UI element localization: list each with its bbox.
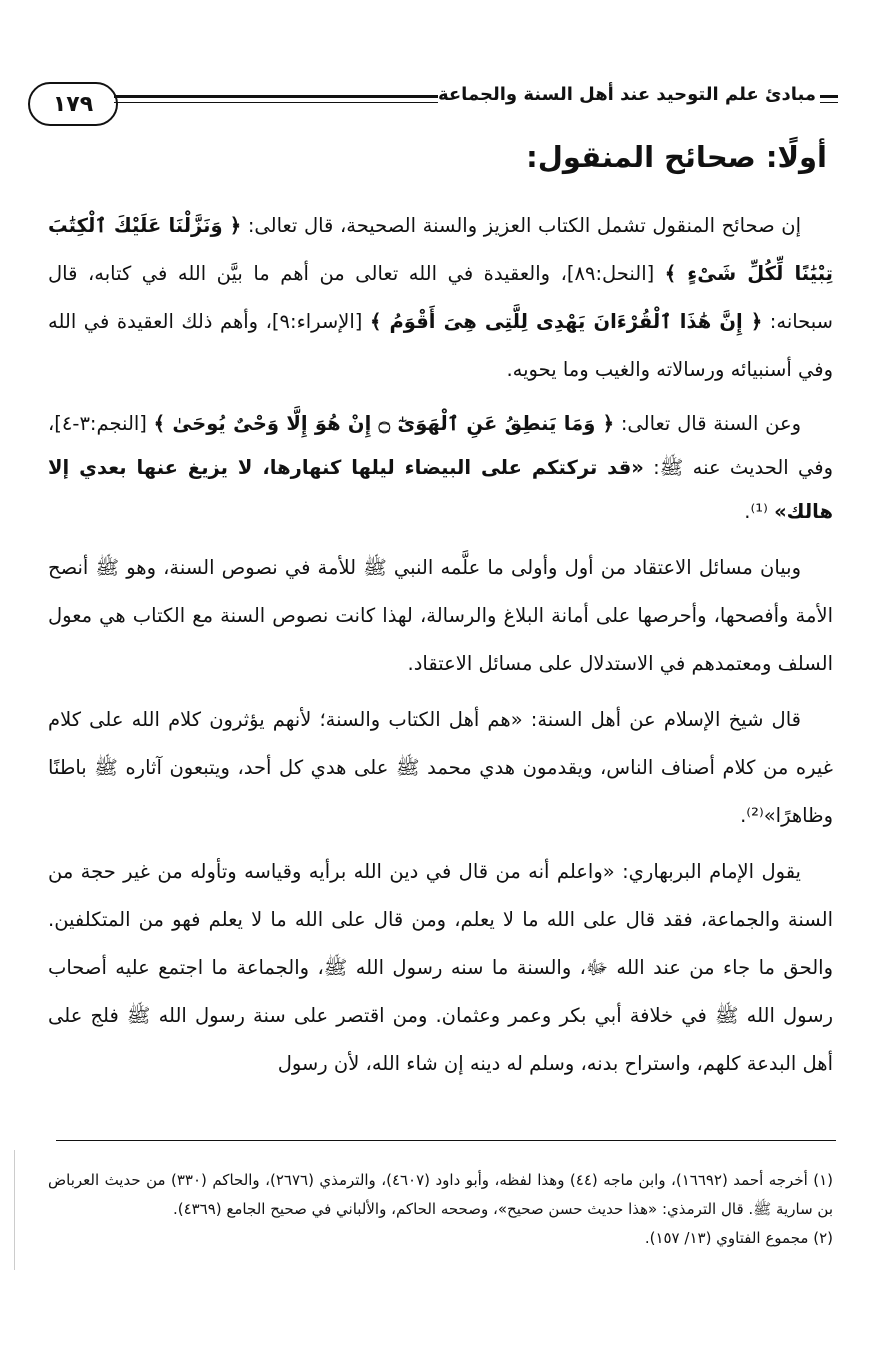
running-title: مبادئ علم التوحيد عند أهل السنة والجماعة	[437, 84, 816, 105]
body-text	[48, 202, 833, 1096]
paragraph-1	[48, 202, 833, 394]
paragraph-text: [النحل:٨٩]، والعقيدة في الله تعالى من أهم ما بيَّن الله في كتابه، قال سبحانه:	[48, 262, 833, 333]
quran-quote: ﴿ إِنَّ هَٰذَا ٱلْقُرْءَانَ يَهْدِى لِلَّتِى هِىَ أَقْوَمُ ﴾	[369, 310, 763, 333]
paragraph-3: وبيان مسائل الاعتقاد من أول وأولى ما علَّمه النبي ﷺ للأمة في نصوص السنة، وهو ﷺ أنصح الأمة وأفصحها، وأحرصها على أمانة البلاغ والرسالة، لهذا كانت نصوص السنة مع الكتاب هي معول السلف ومعتمدهم في الاستدلال على مسائل الاعتقاد.	[48, 556, 833, 675]
footnote-1: (١) أخرجه أحمد (١٦٦٩٢)، وابن ماجه (٤٤) وهذا لفظه، وأبو داود (٤٦٠٧)، والترمذي (٢٦٧٦)، والحاكم (٣٣٠) من حديث العرباض بن سارية ﷺ. قال الترمذي: «هذا حديث حسن صحيح»، وصححه الحاكم، والألباني في صحيح الجامع (٤٣٦٩).	[48, 1171, 833, 1218]
paragraph-text: [الإسراء:٩]، وأهم ذلك العقيدة في الله وفي أسنبيائه ورسالاته والغيب وما يحويه.	[48, 310, 833, 381]
page-header	[28, 82, 838, 128]
footnotes	[48, 1166, 833, 1253]
footnote-ref: ⁽¹⁾.	[744, 500, 768, 523]
paragraph-2	[48, 402, 833, 534]
page-number: ١٧٩	[28, 82, 118, 126]
section-title: أولًا: صحائح المنقول:	[526, 140, 827, 174]
quran-quote: ﴿ وَنَزَّلْنَا عَلَيْكَ ٱلْكِتَٰبَ تِبْيَٰنًا لِّكُلِّ شَىْءٍ ﴾	[48, 214, 833, 285]
paragraph-4: قال شيخ الإسلام عن أهل السنة: «هم أهل الكتاب والسنة؛ لأنهم يؤثرون كلام الله على كلام غيره من كلام أصناف الناس، ويقدمون هدي محمد ﷺ على هدي كل أحد، ويتبعون آثاره ﷺ باطنًا وظاهرًا»⁽²⁾.	[48, 708, 833, 827]
header-end-rule	[820, 95, 838, 98]
header-end-rule-thin	[820, 102, 838, 103]
paragraph-text: وعن السنة قال تعالى:	[614, 412, 802, 435]
hadith-quote: «قد تركتكم على البيضاء ليلها كنهارها، لا يزيغ عنها بعدي إلا هالك»	[48, 456, 833, 523]
footnote-2: (٢) مجموع الفتاوي (١٣/ ١٥٧).	[644, 1229, 833, 1247]
margin-line	[14, 1150, 15, 1270]
header-rule-thin	[114, 102, 438, 103]
paragraph-text: [النجم:٣-٤]، وفي الحديث عنه ﷺ:	[48, 412, 833, 479]
header-rule	[114, 95, 438, 98]
footnote-separator	[56, 1140, 836, 1141]
paragraph-text: إن صحائح المنقول تشمل الكتاب العزيز والسنة الصحيحة، قال تعالى:	[241, 214, 801, 237]
quran-quote: ﴿ وَمَا يَنطِقُ عَنِ ٱلْهَوَىٰٓ ۝ إِنْ هُوَ إِلَّا وَحْىٌ يُوحَىٰ ﴾	[153, 412, 615, 435]
paragraph-5: يقول الإمام البربهاري: «واعلم أنه من قال في دين الله برأيه وقياسه وتأوله من غير حجة من السنة والجماعة، فقد قال على الله ما لا يعلم، ومن قال على الله ما لا يعلم فهو من المتكلفين. والحق ما جاء من عند الله ﷻ، والسنة ما سنه رسول الله ﷺ، والجماعة ما اجتمع عليه أصحاب رسول الله ﷺ في خلافة أبي بكر وعمر وعثمان. ومن اقتصر على سنة رسول الله ﷺ فلج على أهل البدعة كلهم، واستراح بدنه، وسلم له دينه إن شاء الله، لأن رسول	[48, 860, 833, 1075]
